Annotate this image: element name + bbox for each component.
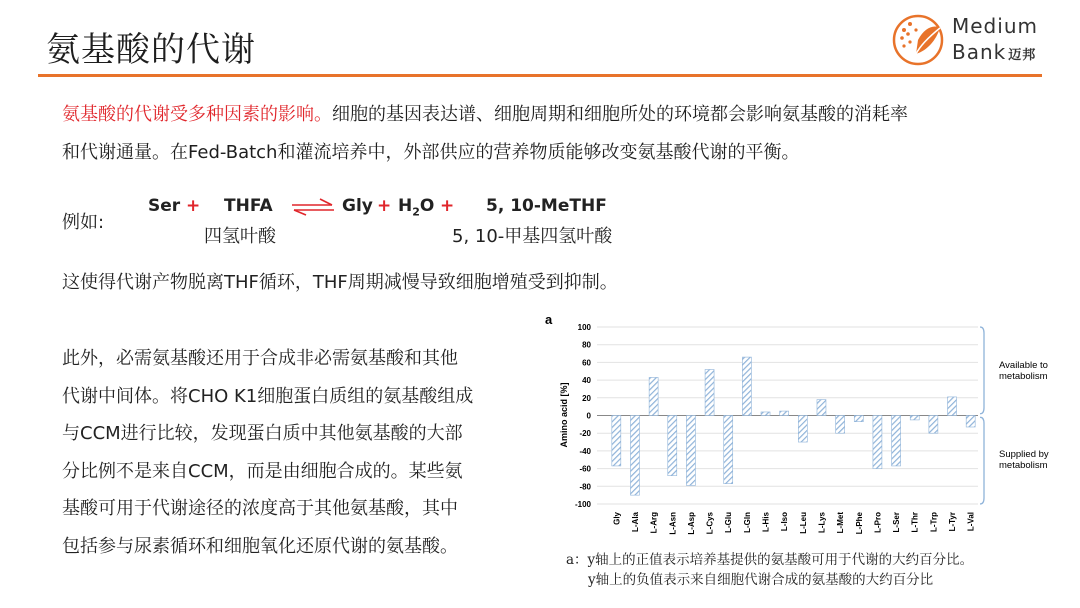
body-line: 包括参与尿素循环和细胞氧化还原代谢的氨基酸。 (62, 535, 458, 557)
example-label: 例如: (62, 212, 105, 233)
legend-supplied-by-metabolism: metabolism (999, 460, 1048, 471)
body-line: 与CCM进行比较，发现蛋白质中其他氨基酸的大部 (62, 423, 463, 444)
y-tick-label: 60 (582, 358, 591, 368)
eq-h2o-o: O (419, 196, 435, 216)
chart-caption (566, 550, 1036, 590)
logo-text-bank-en: Bank (952, 40, 1007, 64)
y-tick-label: -80 (579, 482, 591, 492)
amino-acid-bar-chart (540, 312, 1070, 562)
body-paragraph (62, 340, 532, 565)
eq-plus-1: + (186, 196, 201, 216)
x-tick-label: L-Asp (686, 512, 696, 535)
bar (649, 377, 658, 415)
x-tick-label: L-Leu (798, 512, 808, 534)
x-tick-label: L-Ala (630, 512, 640, 532)
eq-thfa: THFA (224, 196, 273, 216)
logo-emblem-icon (890, 10, 948, 68)
bar (668, 416, 677, 476)
legend-bracket-bottom (980, 417, 984, 504)
bar (724, 416, 733, 484)
caption-line-2: y轴上的负值表示来自细胞代谢合成的氨基酸的大约百分比 (588, 572, 934, 588)
eq-h2o-h: H (398, 196, 413, 216)
x-tick-label: L-Pro (873, 512, 883, 533)
bar (836, 416, 845, 434)
bar (817, 400, 826, 416)
bar (892, 416, 901, 466)
x-tick-label: L-Phe (854, 512, 864, 535)
x-tick-label: L-Arg (649, 512, 659, 534)
y-tick-label: -20 (579, 429, 591, 439)
y-tick-label: 40 (582, 376, 591, 386)
eq-plus-2: + (377, 196, 392, 216)
eq-gly: Gly (342, 196, 373, 216)
x-tick-label: L-Ser (892, 512, 902, 533)
legend-available-to-metabolism: Available to (999, 360, 1048, 371)
body-line: 基酸可用于代谢途径的浓度高于其他氨基酸，其中 (62, 498, 458, 519)
intro-highlight: 氨基酸的代谢受多种因素的影响。 (62, 104, 332, 125)
x-tick-label: L-Iso (780, 512, 790, 532)
logo-text-medium: Medium (952, 14, 1038, 38)
eq-h2o-sub: 2 (412, 205, 420, 219)
y-tick-label: 0 (586, 411, 591, 421)
bar (798, 416, 807, 443)
legend-bracket-top (980, 327, 984, 414)
bar (761, 412, 770, 416)
bar (966, 416, 975, 428)
bar (780, 411, 789, 415)
eq-h2o (398, 196, 434, 218)
caption-line-1: a：y轴上的正值表示培养基提供的氨基酸可用于代谢的大约百分比。 (566, 552, 974, 568)
eq-methf: 5, 10-MeTHF (486, 196, 607, 216)
intro-line-1 (62, 96, 1052, 134)
y-tick-label: -40 (579, 446, 591, 456)
x-tick-label: L-Asn (668, 512, 678, 535)
bar (948, 397, 957, 416)
x-tick-label: L-Glu (724, 512, 734, 533)
bar (910, 416, 919, 420)
x-tick-label: L-Val (966, 512, 976, 532)
x-tick-label: L-Cys (705, 512, 715, 535)
bar (873, 416, 882, 469)
bar (854, 416, 863, 422)
equilibrium-arrow-icon (290, 198, 336, 216)
x-tick-label: L-Trp (929, 512, 939, 532)
eq-plus-3: + (440, 196, 455, 216)
y-tick-label: 80 (582, 340, 591, 350)
bar (686, 416, 695, 486)
eq-ser: Ser (148, 196, 181, 216)
methf-chinese-name: 5, 10-甲基四氢叶酸 (452, 226, 613, 247)
y-tick-label: 100 (577, 323, 591, 332)
legend-available-to-metabolism: metabolism (999, 371, 1048, 382)
bar (705, 369, 714, 415)
x-tick-label: L-Lys (817, 512, 827, 534)
intro-line-1-rest: 细胞的基因表达谱、细胞周期和细胞所处的环境都会影响氨基酸的消耗率 (332, 104, 908, 125)
x-tick-label: L-Tyr (948, 512, 958, 532)
y-tick-label: -60 (579, 464, 591, 474)
logo-text-bank (952, 40, 1036, 64)
logo-text-cn: 迈邦 (1008, 48, 1037, 63)
bar (630, 416, 639, 496)
title-divider (38, 74, 1042, 77)
y-tick-label: 20 (582, 393, 591, 403)
body-line: 分比例不是来自CCM，而是由细胞合成的。某些氨 (62, 460, 463, 482)
consequence-text: 这使得代谢产物脱离THF循环，THF周期减慢导致细胞增殖受到抑制。 (62, 272, 618, 293)
page-title: 氨基酸的代谢 (46, 30, 256, 70)
legend-supplied-by-metabolism: Supplied by (999, 449, 1049, 460)
x-tick-label: Gly (612, 512, 622, 525)
x-tick-label: L-Gln (742, 512, 752, 533)
x-tick-label: L-Met (836, 512, 846, 534)
chart-panel-label: a (545, 312, 553, 327)
bar (929, 416, 938, 434)
medium-bank-logo (890, 10, 1050, 70)
intro-line-2: 和代谢通量。在Fed-Batch和灌流培养中，外部供应的营养物质能够改变氨基酸代谢的平衡。 (62, 142, 800, 163)
body-line: 代谢中间体。将CHO K1细胞蛋白质组的氨基酸组成 (62, 385, 474, 407)
thfa-chinese-name: 四氢叶酸 (204, 226, 276, 247)
x-tick-label: L-Thr (910, 512, 920, 533)
body-line: 此外，必需氨基酸还用于合成非必需氨基酸和其他 (62, 348, 458, 369)
intro-paragraph (62, 96, 1052, 172)
chart-y-axis-label: Amino acid [%] (559, 382, 569, 448)
y-tick-label: -100 (574, 500, 591, 509)
bar (742, 357, 751, 415)
x-tick-label: L-His (761, 512, 771, 532)
bar (612, 416, 621, 466)
